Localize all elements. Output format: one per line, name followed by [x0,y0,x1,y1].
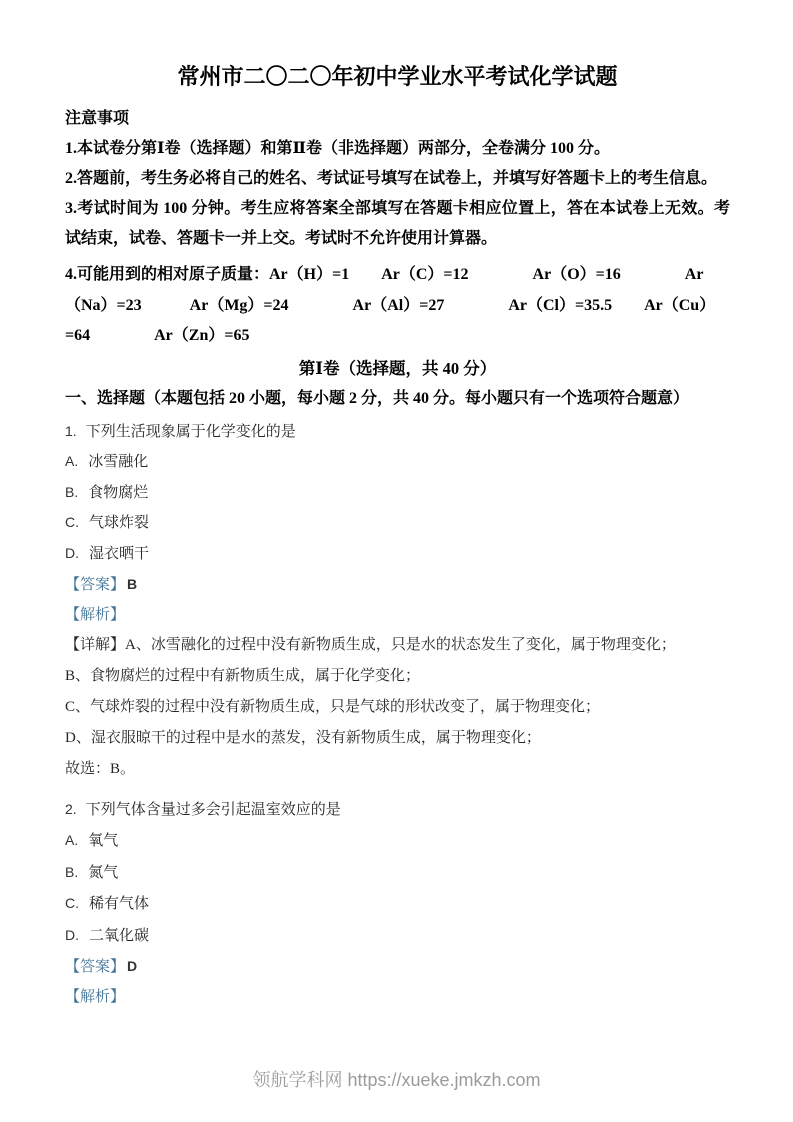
question-2-analysis-line [65,982,730,1012]
option-a-text: 氧气 [88,833,119,849]
option-c-text: 稀有气体 [89,896,150,912]
option-d-text: 湿衣晒干 [89,545,150,562]
explanation-line-4: D、湿衣服晾干的过程中是水的蒸发，没有新物质生成，属于物理变化； [65,730,541,746]
question-1-option-c [65,508,730,539]
question-1-explanation [65,630,730,785]
atomic-masses-block [65,260,730,352]
watermark [0,1066,793,1092]
question-1-analysis-line [65,600,730,630]
question-1-answer-line [65,569,730,600]
explanation-conclusion: 故选：B。 [65,761,136,777]
section-1-title: 第Ⅰ卷（选择题，共 40 分） [298,358,497,378]
watermark-text: 领航学科网 https://xueke.jmkzh.com [252,1070,541,1090]
question-2-option-b [65,857,730,889]
question-2-option-d [65,920,730,952]
explanation-line-3: C、气球炸裂的过程中没有新物质生成，只是气球的形状改变了，属于物理变化； [65,699,601,715]
notice-section [65,104,730,352]
analysis-label: 【解析】 [65,607,126,623]
question-1-answer-value: B [127,576,138,592]
notice-heading: 注意事项 [65,110,130,127]
question-1-number: 1. [65,422,77,439]
question-2 [65,794,730,1012]
notice-item-1: 1.本试卷分第Ⅰ卷（选择题）和第Ⅱ卷（非选择题）两部分，全卷满分 100 分。 [65,140,610,157]
option-a-text: 冰雪融化 [88,454,149,470]
question-2-answer-line [65,951,730,982]
question-1-stem-text: 下列生活现象属于化学变化的是 [85,423,296,440]
question-1-stem [65,417,730,448]
option-a-label: A. [65,453,79,469]
page-title: 常州市二〇二〇年初中学业水平考试化学试题 [177,64,618,89]
question-2-option-c [65,888,730,920]
atomic-masses-line-1: 4.可能用到的相对原子质量：Ar（H）=1 Ar（C）=12 Ar（O）=16 Ar [65,266,704,283]
option-c-label: C. [65,895,79,911]
option-b-text: 食物腐烂 [88,484,149,501]
option-b-label: B. [65,483,79,500]
question-1-option-d [65,539,730,570]
question-1 [65,417,730,786]
option-a-label: A. [65,832,79,848]
explanation-line-2: B、食物腐烂的过程中有新物质生成，属于化学变化； [65,668,421,684]
option-d-label: D. [65,544,79,561]
atomic-masses-line-3: =64 Ar（Zn）=65 [65,327,250,344]
question-2-number: 2. [65,801,77,817]
section-1-instructions: 一、选择题（本题包括 20 小题，每小题 2 分，共 40 分。每小题只有一个选项符合题意） [65,389,690,407]
notice-item-2: 2.答题前，考生务必将自己的姓名、考试证号填写在试卷上，并填写好答题卡上的考生信息。 [65,170,718,187]
option-b-label: B. [65,863,79,880]
explanation-line-1 [65,630,730,661]
answer-label: 【答案】 [65,577,126,593]
question-2-stem-text: 下列气体含量过多会引起温室效应的是 [85,802,341,818]
option-c-text: 气球炸裂 [89,515,150,531]
option-b-text: 氮气 [88,864,119,881]
question-2-stem [65,794,730,825]
question-2-option-a [65,825,730,857]
question-2-answer-value: D [127,958,138,974]
question-1-option-b [65,478,730,509]
option-d-label: D. [65,926,79,943]
atomic-masses-line-2: （Na）=23 Ar（Mg）=24 Ar（Al）=27 Ar（Cl）=35.5 Ar（Cu） [65,296,716,314]
analysis-label: 【解析】 [65,989,126,1005]
explanation-line-1-text: A、冰雪融化的过程中没有新物质生成，只是水的状态发生了变化，属于物理变化； [125,637,676,653]
notice-item-3: 3.考试时间为 100 分钟。考生应将答案全部填写在答题卡相应位置上，答在本试卷上无效。考试结束，试卷、答题卡一并上交。考试时不允许使用计算器。 [65,200,730,247]
answer-label: 【答案】 [65,959,126,975]
option-c-label: C. [65,514,79,530]
detail-label: 【详解】 [65,637,126,653]
option-d-text: 二氧化碳 [89,927,150,944]
question-1-option-a [65,447,730,478]
